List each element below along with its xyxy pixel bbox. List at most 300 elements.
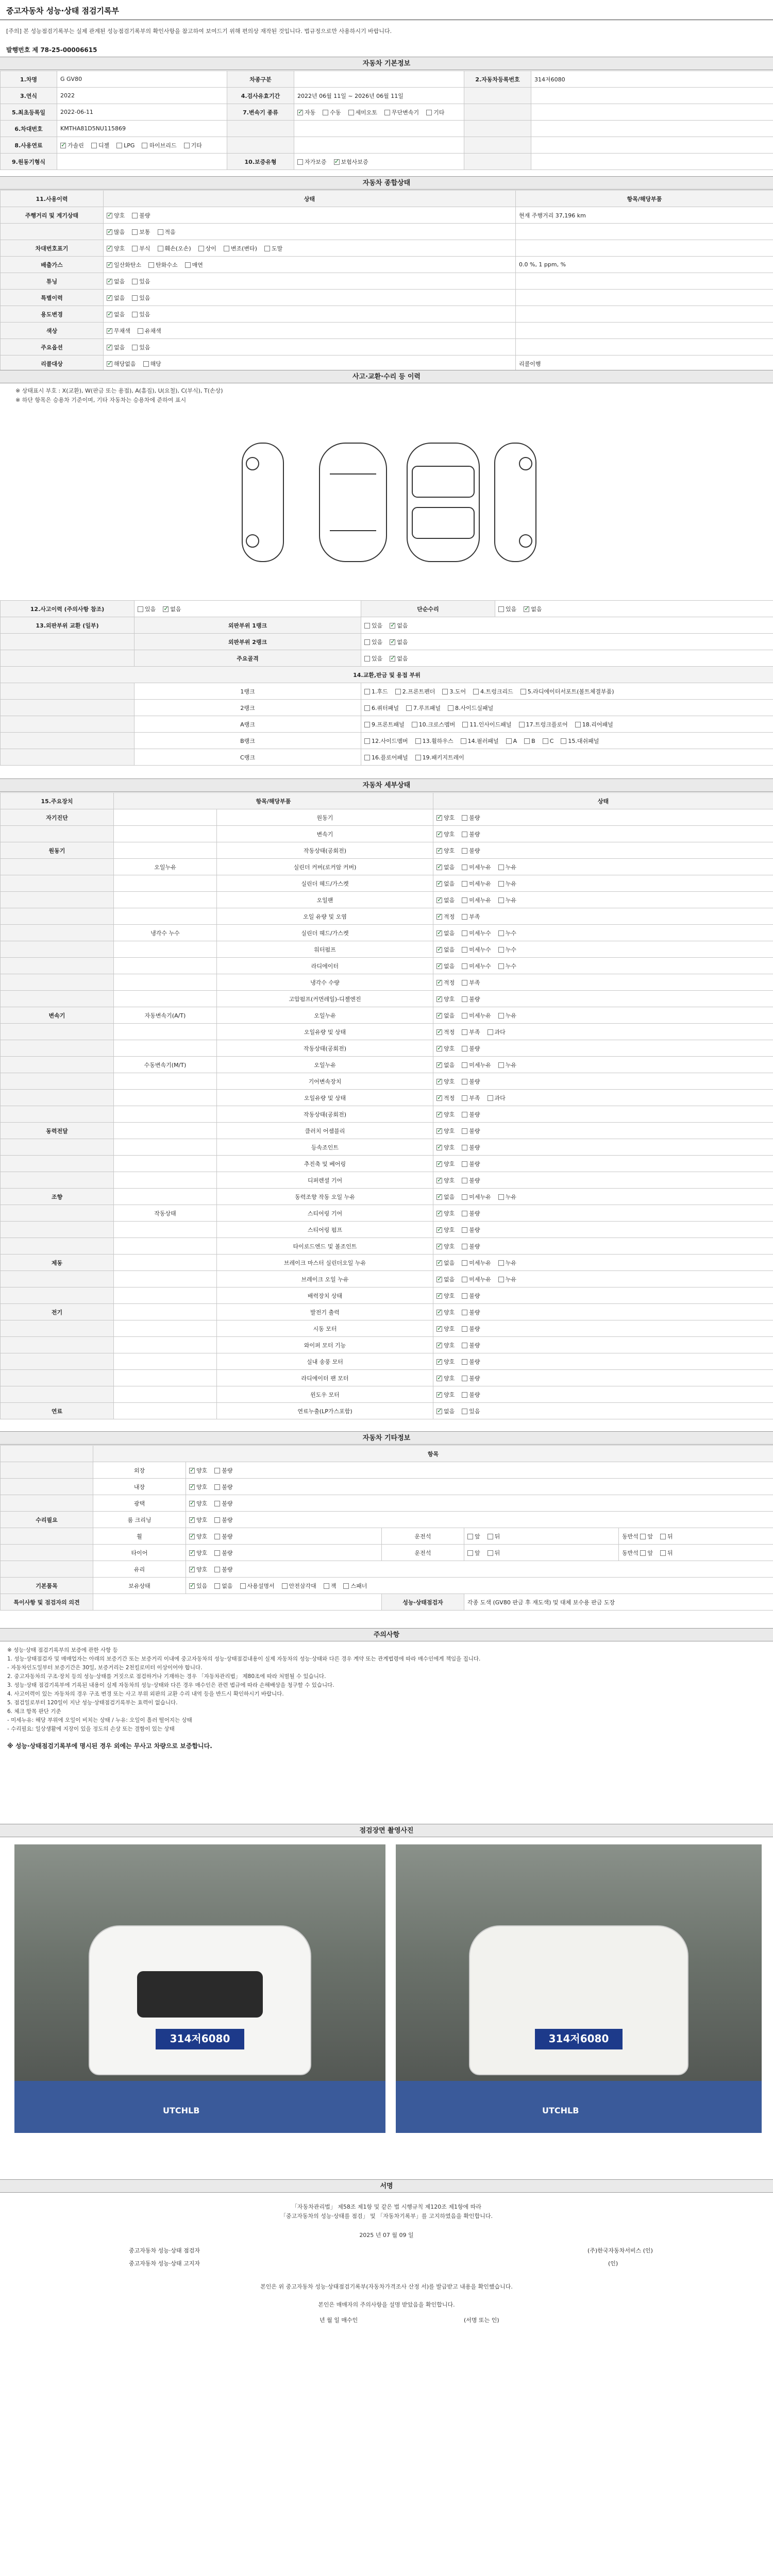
- checkbox[interactable]: [436, 963, 442, 969]
- check-option: ✓ 양호: [107, 211, 125, 219]
- checkbox[interactable]: [462, 1112, 467, 1117]
- checkbox[interactable]: [462, 881, 467, 887]
- checkbox[interactable]: [390, 656, 395, 662]
- checkbox[interactable]: [462, 1194, 467, 1200]
- checkbox[interactable]: [214, 1534, 220, 1539]
- checkbox[interactable]: [462, 897, 467, 903]
- checkbox[interactable]: [462, 1145, 467, 1150]
- checkbox[interactable]: [163, 606, 169, 612]
- sign-notifier-label: 중고자동차 성능·상태 고지자: [129, 2260, 200, 2267]
- check-option: ✓ 없음: [524, 605, 542, 613]
- accident-label: 13.외판부위 교환 (일부): [1, 617, 135, 634]
- checkbox[interactable]: [436, 1145, 442, 1150]
- checkbox[interactable]: [498, 1277, 504, 1282]
- other-group: [1, 1495, 93, 1512]
- checkbox[interactable]: [462, 1409, 467, 1414]
- checkbox[interactable]: [107, 361, 112, 367]
- check-option: 하이브리드: [142, 141, 176, 149]
- check-option: ✓ 없음: [107, 294, 125, 302]
- checkbox[interactable]: [488, 1534, 493, 1539]
- checkbox[interactable]: [436, 1112, 442, 1117]
- checkbox[interactable]: [462, 1079, 467, 1084]
- checkbox[interactable]: [436, 1310, 442, 1315]
- checkbox[interactable]: [107, 345, 112, 350]
- checkbox[interactable]: [524, 606, 529, 612]
- checkbox[interactable]: [462, 865, 467, 870]
- checkbox[interactable]: [138, 606, 143, 612]
- other-info-table: [0, 1445, 773, 1611]
- checkbox[interactable]: [158, 229, 163, 235]
- check-option: 불량: [462, 1242, 480, 1250]
- checkbox[interactable]: [436, 1343, 442, 1348]
- detail-item: 작동상태(공회전): [217, 1106, 433, 1123]
- checkbox[interactable]: [214, 1517, 220, 1523]
- checkbox[interactable]: [214, 1468, 220, 1473]
- checkbox[interactable]: [406, 705, 412, 711]
- basic-label: [464, 154, 531, 170]
- checkbox[interactable]: [462, 1244, 467, 1249]
- checkbox[interactable]: [214, 1550, 220, 1556]
- checkbox[interactable]: [498, 606, 504, 612]
- detail-subgroup: [114, 1040, 217, 1057]
- checkbox[interactable]: [462, 1343, 467, 1348]
- accident-rank-group: [1, 716, 135, 733]
- basic-value: [531, 154, 773, 170]
- checkbox[interactable]: [224, 246, 229, 251]
- checkbox[interactable]: [467, 1550, 473, 1556]
- other-state: [186, 1462, 773, 1479]
- checkbox[interactable]: [324, 1583, 329, 1589]
- checkbox[interactable]: [364, 705, 370, 711]
- checkbox[interactable]: [323, 110, 328, 115]
- checkbox[interactable]: [498, 1013, 504, 1019]
- checkbox[interactable]: [462, 1062, 467, 1068]
- detail-item: 워터펌프: [217, 941, 433, 958]
- detail-group: [1, 1271, 114, 1287]
- checkbox[interactable]: [498, 930, 504, 936]
- checkbox[interactable]: [364, 722, 370, 727]
- check-option: 해당: [143, 360, 161, 368]
- checkbox[interactable]: [390, 623, 395, 629]
- accident-row: [1, 617, 773, 634]
- checkbox[interactable]: [436, 930, 442, 936]
- checkbox[interactable]: [412, 722, 417, 727]
- sign-line-1: 「자동차관리법」 제58조 제1항 및 같은 법 시행규칙 제120조 제1항에 따라: [291, 2204, 482, 2210]
- check-option: ✓ 적정: [436, 1028, 455, 1036]
- checkbox[interactable]: [198, 246, 204, 251]
- checkbox[interactable]: [214, 1583, 220, 1589]
- checkbox[interactable]: [436, 1260, 442, 1266]
- checkbox[interactable]: [436, 1046, 442, 1052]
- checkbox[interactable]: [60, 143, 66, 148]
- checkbox[interactable]: [498, 947, 504, 953]
- checkbox[interactable]: [107, 279, 112, 284]
- checkbox[interactable]: [436, 848, 442, 854]
- check-option: ✓ 양호: [189, 1466, 207, 1475]
- checkbox[interactable]: [436, 832, 442, 837]
- checkbox[interactable]: [107, 229, 112, 235]
- checkbox[interactable]: [462, 1211, 467, 1216]
- accident-rank-row: [1, 733, 773, 749]
- checkbox[interactable]: [107, 312, 112, 317]
- checkbox[interactable]: [297, 159, 303, 165]
- checkbox[interactable]: [436, 980, 442, 986]
- detail-subgroup: [114, 1024, 217, 1040]
- checkbox[interactable]: [448, 705, 453, 711]
- accident-rank-items: [361, 749, 773, 766]
- checkbox[interactable]: [462, 930, 467, 936]
- checkbox[interactable]: [132, 213, 138, 218]
- checkbox[interactable]: [462, 848, 467, 854]
- general-row: [1, 339, 773, 355]
- detail-state: [433, 1007, 773, 1024]
- checkbox[interactable]: [640, 1550, 646, 1556]
- checkbox[interactable]: [473, 689, 479, 694]
- check-option: ✓ 없음: [390, 621, 408, 630]
- check-option: 불량: [462, 1374, 480, 1382]
- checkbox[interactable]: [498, 963, 504, 969]
- detail-group: [1, 1287, 114, 1304]
- basic-label: 8.사용연료: [1, 137, 57, 154]
- checkbox[interactable]: [488, 1029, 493, 1035]
- checkbox[interactable]: [436, 1128, 442, 1134]
- car-top: [407, 443, 479, 562]
- general-extra: [516, 257, 773, 273]
- checkbox[interactable]: [462, 815, 467, 821]
- checkbox[interactable]: [364, 755, 370, 760]
- detail-group: [1, 1073, 114, 1090]
- checkbox[interactable]: [575, 722, 581, 727]
- checkbox[interactable]: [185, 262, 191, 268]
- accident-row: [1, 634, 773, 650]
- detail-state: [433, 1304, 773, 1320]
- checkbox[interactable]: [462, 1029, 467, 1035]
- checkbox[interactable]: [498, 1194, 504, 1200]
- checkbox[interactable]: [436, 1062, 442, 1068]
- checkbox[interactable]: [436, 1029, 442, 1035]
- other-group: 기본품목: [1, 1578, 93, 1594]
- checkbox[interactable]: [364, 738, 370, 744]
- other-group: [1, 1528, 93, 1545]
- checkbox[interactable]: [91, 143, 97, 148]
- check-option: 있음: [132, 277, 150, 285]
- checkbox[interactable]: [506, 738, 512, 744]
- checkbox[interactable]: [282, 1583, 288, 1589]
- checkbox[interactable]: [132, 345, 138, 350]
- detail-state: [433, 1189, 773, 1205]
- detail-row: [1, 1386, 773, 1403]
- checkbox[interactable]: [561, 738, 566, 744]
- checkbox[interactable]: [436, 1161, 442, 1167]
- notes-box: [7, 1646, 765, 1734]
- checkbox[interactable]: [436, 881, 442, 887]
- general-state: [104, 290, 516, 306]
- checkbox[interactable]: [498, 881, 504, 887]
- checkbox[interactable]: [436, 1409, 442, 1414]
- checkbox[interactable]: [498, 865, 504, 870]
- checkbox[interactable]: [462, 832, 467, 837]
- checkbox[interactable]: [436, 1293, 442, 1299]
- detail-subgroup: [114, 1287, 217, 1304]
- checkbox[interactable]: [462, 1326, 467, 1332]
- check-option: 뒤: [488, 1532, 500, 1540]
- accident-row: [1, 667, 773, 683]
- checkbox[interactable]: [462, 1392, 467, 1398]
- checkbox[interactable]: [107, 262, 112, 268]
- check-option: 7.루프패널: [406, 704, 441, 712]
- checkbox[interactable]: [436, 1359, 442, 1365]
- check-option: ✓ 없음: [436, 962, 455, 970]
- detail-state: [433, 1222, 773, 1238]
- checkbox[interactable]: [426, 110, 432, 115]
- checkbox[interactable]: [415, 755, 421, 760]
- detail-subgroup: [114, 892, 217, 908]
- checkbox[interactable]: [436, 1326, 442, 1332]
- detail-state: [433, 1403, 773, 1419]
- checkbox[interactable]: [543, 738, 548, 744]
- checkbox[interactable]: [184, 143, 190, 148]
- checkbox[interactable]: [384, 110, 390, 115]
- checkbox[interactable]: [488, 1550, 493, 1556]
- check-option: 과다: [488, 1094, 506, 1102]
- checkbox[interactable]: [415, 738, 421, 744]
- checkbox[interactable]: [462, 1128, 467, 1134]
- checkbox[interactable]: [436, 1211, 442, 1216]
- checkbox[interactable]: [214, 1484, 220, 1490]
- check-option: 불량: [462, 1325, 480, 1333]
- check-option: ✓ 일산화탄소: [107, 261, 141, 269]
- checkbox[interactable]: [462, 947, 467, 953]
- checkbox[interactable]: [107, 213, 112, 218]
- checkbox[interactable]: [364, 639, 370, 645]
- detail-row: [1, 958, 773, 974]
- checkbox[interactable]: [189, 1534, 195, 1539]
- checkbox[interactable]: [462, 1095, 467, 1101]
- checkbox[interactable]: [436, 1194, 442, 1200]
- other-item: 보유상태: [93, 1578, 186, 1594]
- checkbox[interactable]: [189, 1550, 195, 1556]
- checkbox[interactable]: [461, 738, 466, 744]
- detail-row: [1, 1057, 773, 1073]
- checkbox[interactable]: [498, 1260, 504, 1266]
- checkbox[interactable]: [107, 295, 112, 301]
- checkbox[interactable]: [343, 1583, 349, 1589]
- basic-value: 2022년 06월 11일 ~ 2026년 06월 11일: [294, 88, 464, 104]
- check-option: 불량: [462, 830, 480, 838]
- checkbox[interactable]: [189, 1567, 195, 1572]
- other-mid-state: [464, 1528, 619, 1545]
- checkbox[interactable]: [462, 1046, 467, 1052]
- checkbox[interactable]: [264, 246, 270, 251]
- checkbox[interactable]: [158, 246, 163, 251]
- detail-row: [1, 1271, 773, 1287]
- detail-row: [1, 1090, 773, 1106]
- check-option: 불량: [462, 1358, 480, 1366]
- note-line: 6. 체크 항목 판단 기준: [7, 1708, 61, 1715]
- checkbox[interactable]: [660, 1550, 666, 1556]
- detail-subgroup: [114, 1156, 217, 1172]
- checkbox[interactable]: [462, 963, 467, 969]
- detail-group: [1, 1024, 114, 1040]
- check-option: 누수: [498, 962, 516, 970]
- checkbox[interactable]: [462, 722, 468, 727]
- checkbox[interactable]: [442, 689, 448, 694]
- checkbox[interactable]: [436, 897, 442, 903]
- checkbox[interactable]: [436, 815, 442, 821]
- checkbox[interactable]: [436, 1095, 442, 1101]
- checkbox[interactable]: [189, 1468, 195, 1473]
- checkbox[interactable]: [436, 1244, 442, 1249]
- checkbox[interactable]: [436, 914, 442, 920]
- checkbox[interactable]: [462, 1376, 467, 1381]
- checkbox[interactable]: [520, 689, 526, 694]
- check-option: 누유: [498, 896, 516, 904]
- checkbox[interactable]: [462, 1260, 467, 1266]
- checkbox[interactable]: [467, 1534, 473, 1539]
- notice-text: [주의] 본 성능점검기록부는 실제 관계된 성능점검기록부의 확인사항을 참고하여 보여드기 위해 편의상 재작된 것입니다. 법규정으로만 사용하시기 바랍니다.: [6, 28, 392, 35]
- check-option: 보통: [132, 228, 150, 236]
- check-option: 19.패키지트레이: [415, 753, 464, 761]
- checkbox[interactable]: [498, 897, 504, 903]
- checkbox[interactable]: [488, 1095, 493, 1101]
- detail-item: 와이퍼 모터 기능: [217, 1337, 433, 1353]
- detail-row: [1, 991, 773, 1007]
- check-option: 불량: [214, 1549, 232, 1557]
- general-label: 특별이력: [1, 290, 104, 306]
- checkbox[interactable]: [436, 996, 442, 1002]
- checkbox[interactable]: [462, 1161, 467, 1167]
- checkbox[interactable]: [334, 159, 340, 165]
- checkbox[interactable]: [462, 1277, 467, 1282]
- checkbox[interactable]: [132, 295, 138, 301]
- checkbox[interactable]: [462, 1293, 467, 1299]
- checkbox[interactable]: [189, 1517, 195, 1523]
- checkbox[interactable]: [364, 623, 370, 629]
- basic-label: 5.최초등록일: [1, 104, 57, 121]
- checkbox[interactable]: [436, 947, 442, 953]
- check-option: 불량: [462, 1209, 480, 1217]
- general-state: [104, 273, 516, 290]
- checkbox[interactable]: [107, 246, 112, 251]
- checkbox[interactable]: [436, 1227, 442, 1233]
- checkbox[interactable]: [462, 1310, 467, 1315]
- check-option: ✓ 가솔린: [60, 141, 84, 149]
- checkbox[interactable]: [524, 738, 530, 744]
- check-option: ✓ 양호: [436, 1341, 455, 1349]
- checkbox[interactable]: [240, 1583, 246, 1589]
- detail-state: [433, 1353, 773, 1370]
- checkbox[interactable]: [142, 143, 147, 148]
- note-line: - 수리필요: 일상생활에 지장이 있을 정도의 손상 또는 결함이 있는 상태: [7, 1726, 175, 1732]
- checkbox[interactable]: [364, 689, 370, 694]
- checkbox[interactable]: [660, 1534, 666, 1539]
- checkbox[interactable]: [132, 312, 138, 317]
- sign-inspector-label: 중고자동차 성능·상태 점검자: [129, 2247, 200, 2254]
- checkbox[interactable]: [640, 1534, 646, 1539]
- checkbox[interactable]: [462, 1013, 467, 1019]
- detail-state: [433, 941, 773, 958]
- checkbox[interactable]: [436, 1376, 442, 1381]
- detail-subgroup: 작동상태: [114, 1205, 217, 1222]
- detail-item: 실린더 커버(로커암 커버): [217, 859, 433, 875]
- accident-section: 14.교환,판금 및 용접 부위: [1, 667, 773, 683]
- check-option: ✓ 적정: [436, 912, 455, 921]
- checkbox[interactable]: [462, 980, 467, 986]
- checkbox[interactable]: [462, 1359, 467, 1365]
- checkbox[interactable]: [189, 1501, 195, 1506]
- check-option: 불량: [214, 1483, 232, 1491]
- check-option: 14.필러패널: [461, 737, 499, 745]
- checkbox[interactable]: [462, 1227, 467, 1233]
- checkbox[interactable]: [436, 1392, 442, 1398]
- check-option: ✓ 양호: [436, 1209, 455, 1217]
- detail-row: [1, 1172, 773, 1189]
- checkbox[interactable]: [519, 722, 525, 727]
- checkbox[interactable]: [436, 1079, 442, 1084]
- checkbox[interactable]: [462, 1178, 467, 1183]
- checkbox[interactable]: [436, 1277, 442, 1282]
- check-option: 스패너: [343, 1582, 367, 1590]
- checkbox[interactable]: [132, 246, 138, 251]
- sign-inspector-value: (주)한국자동차서비스 (인): [587, 2247, 653, 2254]
- checkbox[interactable]: [189, 1583, 195, 1589]
- check-option: 있음: [364, 638, 382, 646]
- checkbox[interactable]: [297, 110, 303, 115]
- checkbox[interactable]: [189, 1484, 195, 1490]
- checkbox[interactable]: [132, 229, 138, 235]
- basic-value: G GV80: [57, 71, 227, 88]
- check-option: 있음: [364, 621, 382, 630]
- general-label: 용도변경: [1, 306, 104, 323]
- check-option: 잭: [324, 1582, 337, 1590]
- detail-group: 연료: [1, 1403, 114, 1419]
- checkbox[interactable]: [395, 689, 401, 694]
- accident-rank: 1랭크: [135, 683, 361, 700]
- checkbox[interactable]: [214, 1501, 220, 1506]
- checkbox[interactable]: [214, 1567, 220, 1572]
- checkbox[interactable]: [390, 639, 395, 645]
- checkbox[interactable]: [107, 328, 112, 334]
- checkbox[interactable]: [498, 1062, 504, 1068]
- checkbox[interactable]: [462, 914, 467, 920]
- check-option: ✓ 자동: [297, 108, 315, 116]
- basic-info-table: [0, 71, 773, 170]
- check-option: ✓ 양호: [107, 244, 125, 252]
- checkbox[interactable]: [348, 110, 354, 115]
- check-option: ✓많음: [107, 228, 125, 236]
- check-option: ✓ 무채색: [107, 327, 130, 335]
- checkbox[interactable]: [116, 143, 122, 148]
- checkbox[interactable]: [138, 328, 143, 334]
- checkbox[interactable]: [462, 996, 467, 1002]
- checkbox[interactable]: [143, 361, 149, 367]
- checkbox[interactable]: [364, 656, 370, 662]
- other-row: [1, 1528, 773, 1545]
- checkbox[interactable]: [148, 262, 154, 268]
- other-item: 외장: [93, 1462, 186, 1479]
- accident-rank-row: [1, 683, 773, 700]
- checkbox[interactable]: [436, 1013, 442, 1019]
- checkbox[interactable]: [132, 279, 138, 284]
- detail-subgroup: [114, 1337, 217, 1353]
- detail-item: 클러치 어셈블리: [217, 1123, 433, 1139]
- detail-subgroup: [114, 1386, 217, 1403]
- detail-item: 오일누유: [217, 1007, 433, 1024]
- other-state: [186, 1578, 773, 1594]
- other-opinion-row: [1, 1594, 773, 1611]
- checkbox[interactable]: [436, 865, 442, 870]
- checkbox[interactable]: [436, 1178, 442, 1183]
